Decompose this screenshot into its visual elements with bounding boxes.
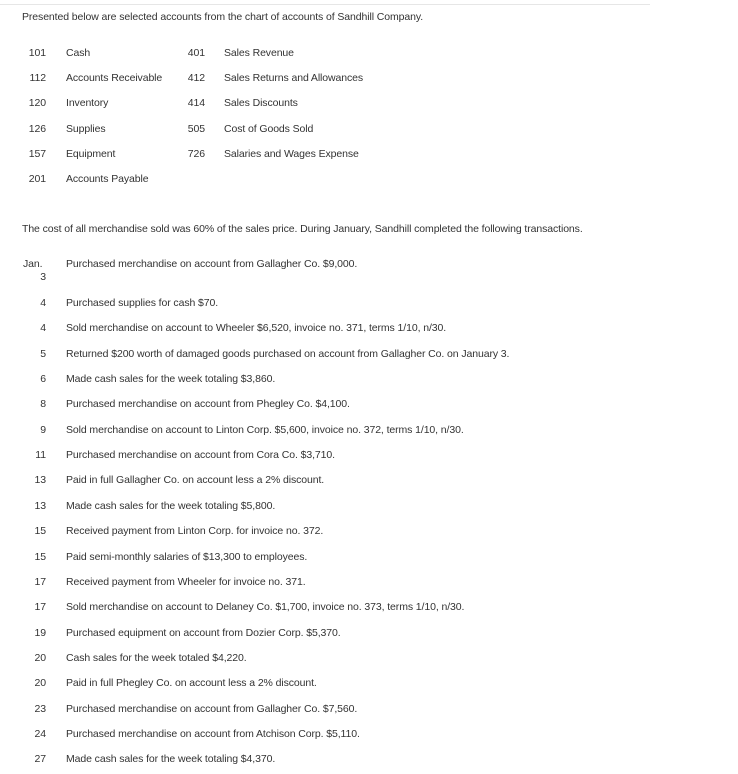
transaction-text: Made cash sales for the week totaling $3,860. [66, 373, 276, 385]
transaction-day: 8 [40, 398, 46, 410]
account-name: Accounts Receivable [66, 72, 163, 84]
account-name: Accounts Payable [66, 173, 149, 185]
account-number: 101 [28, 47, 46, 59]
transaction-text: Made cash sales for the week totaling $5,800. [66, 500, 276, 512]
account-name: Cost of Goods Sold [224, 123, 314, 135]
transaction-text: Returned $200 worth of damaged goods purchased on account from Gallagher Co. on January 3. [66, 348, 510, 360]
transaction-day: 17 [34, 601, 46, 613]
account-name: Equipment [66, 148, 116, 160]
transaction-text: Purchased equipment on account from Dozier Corp. $5,370. [66, 627, 341, 639]
account-number: 201 [28, 173, 46, 185]
transaction-day: 15 [34, 525, 46, 537]
transaction-text: Purchased merchandise on account from Gallagher Co. $9,000. [66, 258, 358, 270]
transaction-day: 17 [34, 576, 46, 588]
transaction-day: 27 [34, 753, 46, 765]
transaction-day: 19 [34, 627, 46, 639]
intro-text: Presented below are selected accounts from the chart of accounts of Sandhill Company. [22, 11, 424, 23]
transaction-day: 24 [34, 728, 46, 740]
transaction-day: 3 [40, 271, 46, 283]
transaction-text: Purchased merchandise on account from Cora Co. $3,710. [66, 449, 335, 461]
transaction-text: Purchased merchandise on account from Phegley Co. $4,100. [66, 398, 350, 410]
transaction-day: 9 [40, 424, 46, 436]
transaction-text: Received payment from Linton Corp. for invoice no. 372. [66, 525, 324, 537]
transaction-day: 13 [34, 500, 46, 512]
top-divider [0, 4, 650, 5]
transaction-text: Paid semi-monthly salaries of $13,300 to employees. [66, 551, 308, 563]
account-number: 505 [187, 123, 205, 135]
account-number: 126 [28, 123, 46, 135]
transaction-text: Sold merchandise on account to Delaney Co. $1,700, invoice no. 373, terms 1/10, n/30. [66, 601, 465, 613]
transaction-day: 11 [35, 449, 46, 461]
transaction-day: 23 [34, 703, 46, 715]
transaction-text: Purchased merchandise on account from Gallagher Co. $7,560. [66, 703, 358, 715]
transaction-text: Made cash sales for the week totaling $4,370. [66, 753, 276, 765]
account-number: 120 [28, 97, 46, 109]
transaction-day: 20 [34, 652, 46, 664]
account-name: Cash [66, 47, 91, 59]
transaction-day: 5 [40, 348, 46, 360]
account-name: Salaries and Wages Expense [224, 148, 359, 160]
transaction-month: Jan. [23, 258, 43, 270]
transaction-day: 20 [34, 677, 46, 689]
transaction-day: 15 [34, 551, 46, 563]
transaction-text: Sold merchandise on account to Wheeler $6,520, invoice no. 371, terms 1/10, n/30. [66, 322, 447, 334]
transaction-text: Paid in full Phegley Co. on account less a 2% discount. [66, 677, 317, 689]
transaction-text: Paid in full Gallagher Co. on account less a 2% discount. [66, 474, 325, 486]
cost-statement: The cost of all merchandise sold was 60% of the sales price. During January, Sandhill completed the following transactions. [22, 223, 583, 235]
account-name: Sales Discounts [224, 97, 298, 109]
transaction-day: 13 [34, 474, 46, 486]
account-number: 726 [187, 148, 205, 160]
transaction-text: Cash sales for the week totaled $4,220. [66, 652, 247, 664]
account-name: Supplies [66, 123, 106, 135]
transaction-day: 4 [40, 322, 46, 334]
transaction-text: Purchased merchandise on account from Atchison Corp. $5,110. [66, 728, 360, 740]
account-number: 157 [28, 148, 46, 160]
account-number: 112 [29, 72, 46, 84]
transaction-text: Purchased supplies for cash $70. [66, 297, 219, 309]
account-number: 414 [187, 97, 205, 109]
account-name: Inventory [66, 97, 109, 109]
transaction-day: 4 [40, 297, 46, 309]
account-number: 401 [187, 47, 205, 59]
transaction-day: 6 [40, 373, 46, 385]
account-number: 412 [187, 72, 205, 84]
account-name: Sales Returns and Allowances [224, 72, 364, 84]
account-name: Sales Revenue [224, 47, 294, 59]
transaction-text: Received payment from Wheeler for invoice no. 371. [66, 576, 306, 588]
transaction-text: Sold merchandise on account to Linton Corp. $5,600, invoice no. 372, terms 1/10, n/30. [66, 424, 464, 436]
